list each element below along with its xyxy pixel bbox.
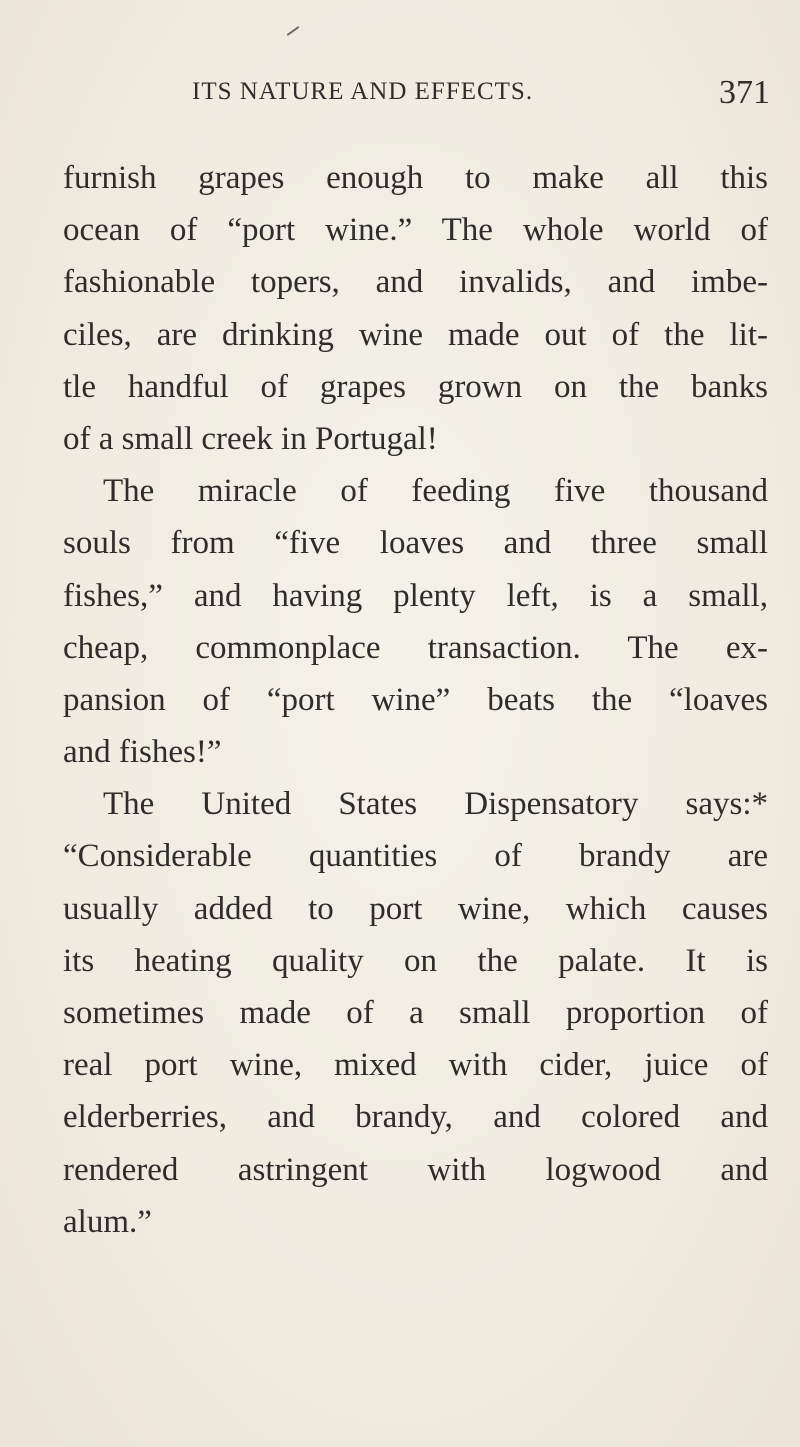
text-line: elderberries, and brandy, and colored and	[63, 1099, 768, 1136]
text-line: furnish grapes enough to make all this	[63, 160, 768, 196]
text-line: fashionable topers, and invalids, and imbe-	[63, 264, 768, 301]
text-line: its heating quality on the palate. It is	[63, 942, 768, 979]
text-line: usually added to port wine, which causes	[63, 890, 768, 927]
text-line: ciles, are drinking wine made out of the lit-	[63, 316, 768, 353]
text-line: real port wine, mixed with cider, juice of	[63, 1047, 768, 1084]
text-line: tle handful of grapes grown on the banks	[63, 368, 768, 405]
page-number: 371	[719, 74, 770, 111]
text-line: of a small creek in Portugal!	[63, 420, 438, 457]
running-title: ITS NATURE AND EFFECTS.	[192, 78, 534, 105]
text-line: “Considerable quantities of brandy are	[63, 838, 768, 875]
page-header	[192, 74, 770, 124]
text-line: cheap, commonplace transaction. The ex-	[63, 629, 768, 666]
text-line: pansion of “port wine” beats the “loaves	[63, 681, 768, 718]
body-text	[63, 152, 768, 1248]
text-line: sometimes made of a small proportion of	[63, 995, 768, 1031]
text-line: fishes,” and having plenty left, is a small,	[63, 577, 768, 614]
text-line: and fishes!”	[63, 734, 222, 771]
text-line: alum.”	[63, 1203, 152, 1240]
pencil-mark	[287, 26, 300, 36]
paragraph-start: The miracle of feeding five thousand	[103, 473, 768, 510]
text-line: souls from “five loaves and three small	[63, 525, 768, 562]
text-line: ocean of “port wine.” The whole world of	[63, 212, 768, 249]
text-line: rendered astringent with logwood and	[63, 1151, 768, 1188]
paragraph-start: The United States Dispensatory says:*	[103, 786, 768, 823]
